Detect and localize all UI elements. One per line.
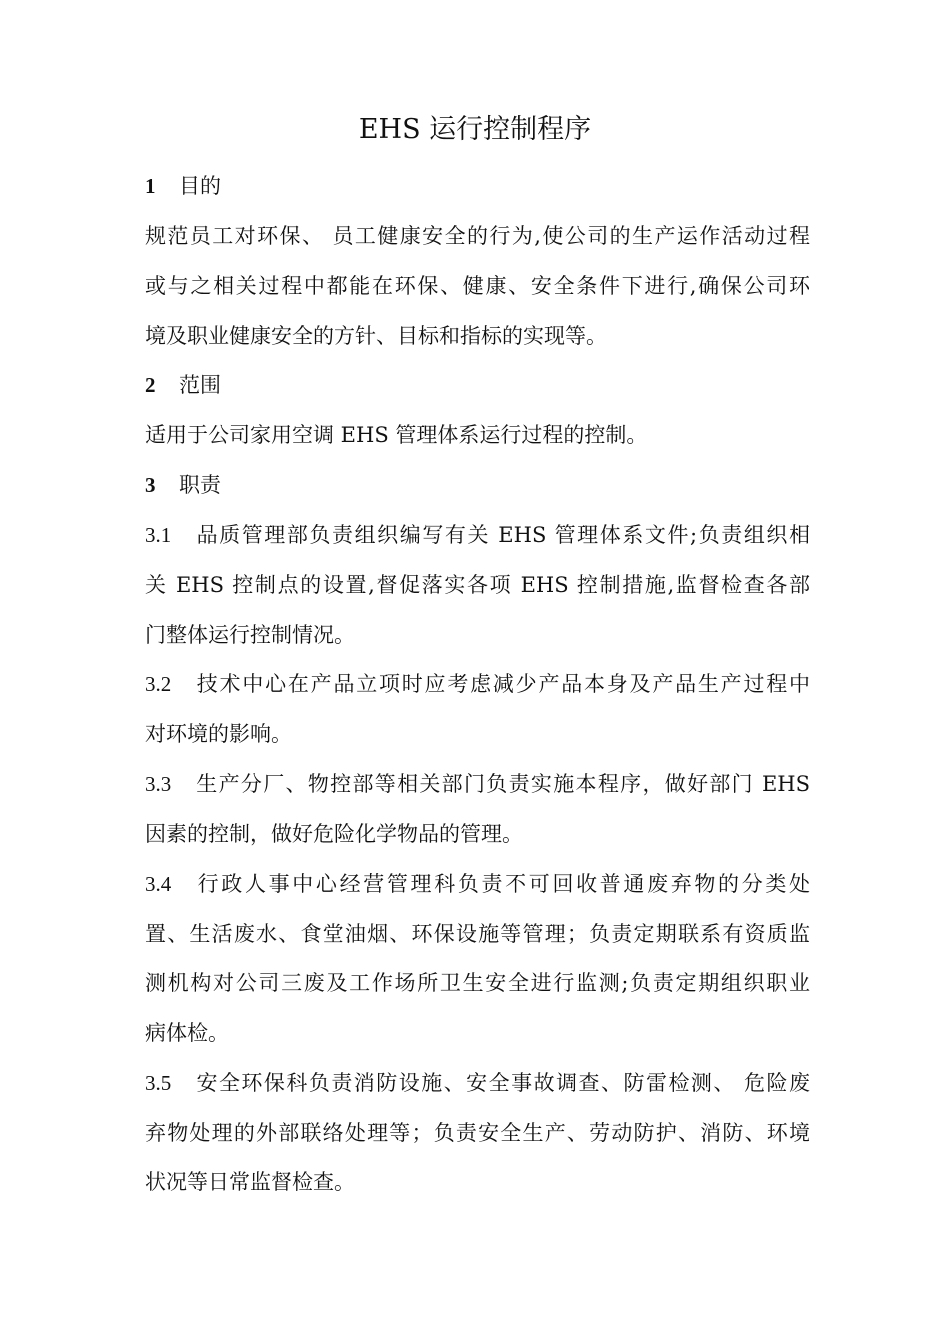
clause-number: 3.4 [145, 872, 172, 896]
resp-3-4-line-1 [145, 868, 810, 900]
section-number: 3 [145, 473, 156, 497]
resp-3-1-line-2: 关 EHS 控制点的设置,督促落实各项 EHS 控制措施,监督检查各部 [145, 573, 810, 597]
section-heading-scope [145, 369, 810, 401]
page-title: EHS 运行控制程序 [358, 114, 592, 145]
resp-3-4-line-2: 置、生活废水、食堂油烟、环保设施等管理；负责定期联系有资质监 [145, 922, 810, 946]
resp-3-4-line-4: 病体检。 [145, 1021, 229, 1045]
clause-number: 3.2 [145, 672, 172, 696]
clause-text: 品质管理部负责组织编写有关 EHS 管理体系文件;负责组织相 [195, 523, 810, 547]
resp-3-4-line-3: 测机构对公司三废及工作场所卫生安全进行监测;负责定期组织职业 [145, 971, 810, 995]
section-heading-purpose [145, 170, 810, 202]
purpose-line-3: 境及职业健康安全的方针、目标和指标的实现等。 [145, 324, 607, 348]
resp-3-5-line-2: 弃物处理的外部联络处理等；负责安全生产、劳动防护、消防、环境 [145, 1121, 810, 1145]
resp-3-3-line-1 [145, 768, 810, 800]
resp-3-5-line-3: 状况等日常监督检查。 [145, 1170, 355, 1194]
scope-line: 适用于公司家用空调 EHS 管理体系运行过程的控制。 [145, 423, 648, 447]
resp-3-2-line-2: 对环境的影响。 [145, 722, 292, 746]
section-number: 1 [145, 174, 156, 198]
clause-text: 安全环保科负责消防设施、安全事故调查、防雷检测、 危险废 [195, 1071, 810, 1095]
section-heading-responsibilities [145, 469, 810, 501]
section-title: 职责 [179, 473, 221, 497]
clause-text: 行政人事中心经营管理科负责不可回收普通废弃物的分类处 [195, 872, 810, 896]
clause-number: 3.5 [145, 1071, 172, 1095]
section-title: 目的 [179, 174, 221, 198]
clause-number: 3.3 [145, 772, 172, 796]
resp-3-1-line-3: 门整体运行控制情况。 [145, 623, 355, 647]
resp-3-1-line-1 [145, 519, 810, 551]
purpose-line-1: 规范员工对环保、 员工健康安全的行为,使公司的生产运作活动过程 [145, 224, 810, 248]
resp-3-2-line-1 [145, 668, 810, 700]
resp-3-3-line-2: 因素的控制，做好危险化学物品的管理。 [145, 822, 523, 846]
clause-number: 3.1 [145, 523, 172, 547]
clause-text: 生产分厂、物控部等相关部门负责实施本程序，做好部门 EHS [195, 772, 810, 796]
purpose-line-2: 或与之相关过程中都能在环保、健康、安全条件下进行,确保公司环 [145, 274, 810, 298]
resp-3-5-line-1 [145, 1067, 810, 1099]
clause-text: 技术中心在产品立项时应考虑减少产品本身及产品生产过程中 [195, 672, 810, 696]
section-title: 范围 [179, 373, 221, 397]
section-number: 2 [145, 373, 156, 397]
